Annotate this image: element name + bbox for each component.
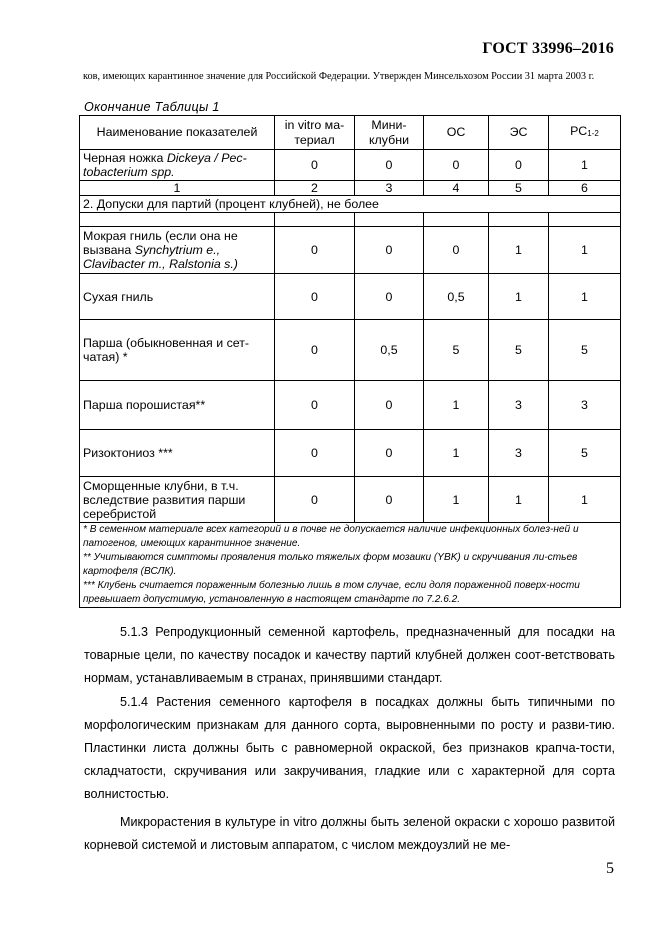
cell-value: 3 xyxy=(489,430,549,477)
empty-cell xyxy=(275,213,355,227)
cell-value: 0 xyxy=(489,150,549,181)
section-title-row xyxy=(80,196,621,213)
row-label: Парша (обыкновенная и сет-чатая) * xyxy=(80,320,275,381)
cell-value: 1 xyxy=(549,150,621,181)
row-label-plain: Черная ножка xyxy=(83,151,167,165)
cell-value: 5 xyxy=(549,430,621,477)
cell-value: 0 xyxy=(355,274,424,320)
cell-value: 0 xyxy=(424,227,489,274)
cell-value: 0 xyxy=(275,430,355,477)
cell-value: 1 xyxy=(424,381,489,430)
cell-value: 1 xyxy=(549,227,621,274)
cell-value: 1 xyxy=(549,477,621,523)
col-header-os: ОС xyxy=(424,116,489,150)
column-number: 4 xyxy=(424,181,489,196)
col-header-rs xyxy=(549,116,621,150)
col-header-indicator: Наименование показателей xyxy=(80,116,275,150)
cell-value: 5 xyxy=(489,320,549,381)
row-label xyxy=(80,227,275,274)
cell-value: 0 xyxy=(275,320,355,381)
column-number: 1 xyxy=(80,181,275,196)
page-number: 5 xyxy=(606,860,614,877)
empty-cell xyxy=(489,213,549,227)
table-row xyxy=(80,227,621,274)
cell-value: 0 xyxy=(275,477,355,523)
row-label-italic: Synchytrium e., xyxy=(134,243,221,257)
cell-value: 5 xyxy=(424,320,489,381)
table-row xyxy=(80,430,621,477)
col-header-rs-subscript: 1-2 xyxy=(587,128,599,138)
cell-value: 0 xyxy=(275,274,355,320)
cell-value: 1 xyxy=(489,274,549,320)
row-label xyxy=(80,150,275,181)
continued-footnote: ков, имеющих карантинное значение для Российской Федерации. Утвержден Минсельхозом России 31 марта 2003 г. xyxy=(83,71,595,82)
table-row xyxy=(80,150,621,181)
empty-cell xyxy=(549,213,621,227)
cell-value: 0 xyxy=(275,381,355,430)
column-number: 2 xyxy=(275,181,355,196)
column-number-row xyxy=(80,181,621,196)
row-label: Сухая гниль xyxy=(80,274,275,320)
table-notes-row xyxy=(80,523,621,608)
paragraph-microplants: Микрорастения в культуре in vitro должны быть зеленой окраски с хорошо развитой корневой системой и листовым аппаратом, с числом междоузлий не ме- xyxy=(84,814,615,852)
column-number: 3 xyxy=(355,181,424,196)
empty-cell xyxy=(424,213,489,227)
table-row xyxy=(80,477,621,523)
paragraph-5-1-4: 5.1.4 Растения семенного картофеля в посадках должны быть типичными по морфологическим признакам для данного сорта, выровненными по росту и разви-тию. Пластинки листа должны быть с равномерной окраской, без признаков крапча-тости, складчатости, скручивания или закручивания, гладкие или с характерной для сорта волнистостью. xyxy=(84,694,615,802)
row-label-plain: Мокрая гниль (если она не вызвана xyxy=(83,229,238,257)
table-caption: Окончание Таблицы 1 xyxy=(84,100,220,114)
paragraph-5-1-3: 5.1.3 Репродукционный семенной картофель, предназначенный для посадки на товарные цели, по качеству посадок и качеству партий клубней должен соот-ветствовать нормам, устанавливаемым в странах, принявшими стандарт. xyxy=(84,625,615,686)
seed-potato-table xyxy=(79,115,621,608)
cell-value: 0 xyxy=(275,150,355,181)
col-header-invitro: in vitro ма-териал xyxy=(275,116,355,150)
cell-value: 0 xyxy=(275,227,355,274)
spacer-row xyxy=(80,213,621,227)
table-note: * В семенном материале всех категорий и в почве не допускается наличие инфекционных болез-ней и патогенов, имеющих карантинное значение. xyxy=(83,524,579,549)
body-text xyxy=(84,621,615,857)
table-row xyxy=(80,381,621,430)
col-header-es: ЭС xyxy=(489,116,549,150)
section-title: 2. Допуски для партий (процент клубней), не более xyxy=(80,196,621,213)
column-number: 6 xyxy=(549,181,621,196)
cell-value: 1 xyxy=(489,477,549,523)
cell-value: 0 xyxy=(355,381,424,430)
table-note: *** Клубень считается пораженным болезнью лишь в том случае, если доля пораженной поверх-ности превышает допустимую, установленную в настоящем стандарте по 7.2.6.2. xyxy=(83,580,580,605)
cell-value: 1 xyxy=(489,227,549,274)
cell-value: 0 xyxy=(355,477,424,523)
cell-value: 0,5 xyxy=(355,320,424,381)
col-header-rs-text: РС xyxy=(570,123,588,138)
col-header-minitubers: Мини-клубни xyxy=(355,116,424,150)
row-label: Ризоктониоз *** xyxy=(80,430,275,477)
column-number: 5 xyxy=(489,181,549,196)
cell-value: 0 xyxy=(355,430,424,477)
cell-value: 3 xyxy=(489,381,549,430)
cell-value: 0,5 xyxy=(424,274,489,320)
row-label-italic: Clavibacter m., Ralstonia s.) xyxy=(83,257,238,271)
row-label: Парша порошистая** xyxy=(80,381,275,430)
row-label-italic: Dickeya / Pec-tobacterium spp. xyxy=(83,151,247,179)
cell-value: 0 xyxy=(355,150,424,181)
cell-value: 0 xyxy=(424,150,489,181)
row-label: Сморщенные клубни, в т.ч. вследствие развития парши серебристой xyxy=(80,477,275,523)
cell-value: 3 xyxy=(549,381,621,430)
table-note: ** Учитываются симптомы проявления только тяжелых форм мозаики (YBK) и скручивания ли-стьев картофеля (ВСЛК). xyxy=(83,552,578,577)
standard-code: ГОСТ 33996–2016 xyxy=(482,40,614,57)
cell-value: 1 xyxy=(549,274,621,320)
table-row xyxy=(80,274,621,320)
cell-value: 1 xyxy=(424,430,489,477)
table-header-row xyxy=(80,116,621,150)
cell-value: 0 xyxy=(355,227,424,274)
empty-cell xyxy=(355,213,424,227)
cell-value: 5 xyxy=(549,320,621,381)
table-notes xyxy=(80,523,621,608)
cell-value: 1 xyxy=(424,477,489,523)
table-row xyxy=(80,320,621,381)
empty-cell xyxy=(80,213,275,227)
